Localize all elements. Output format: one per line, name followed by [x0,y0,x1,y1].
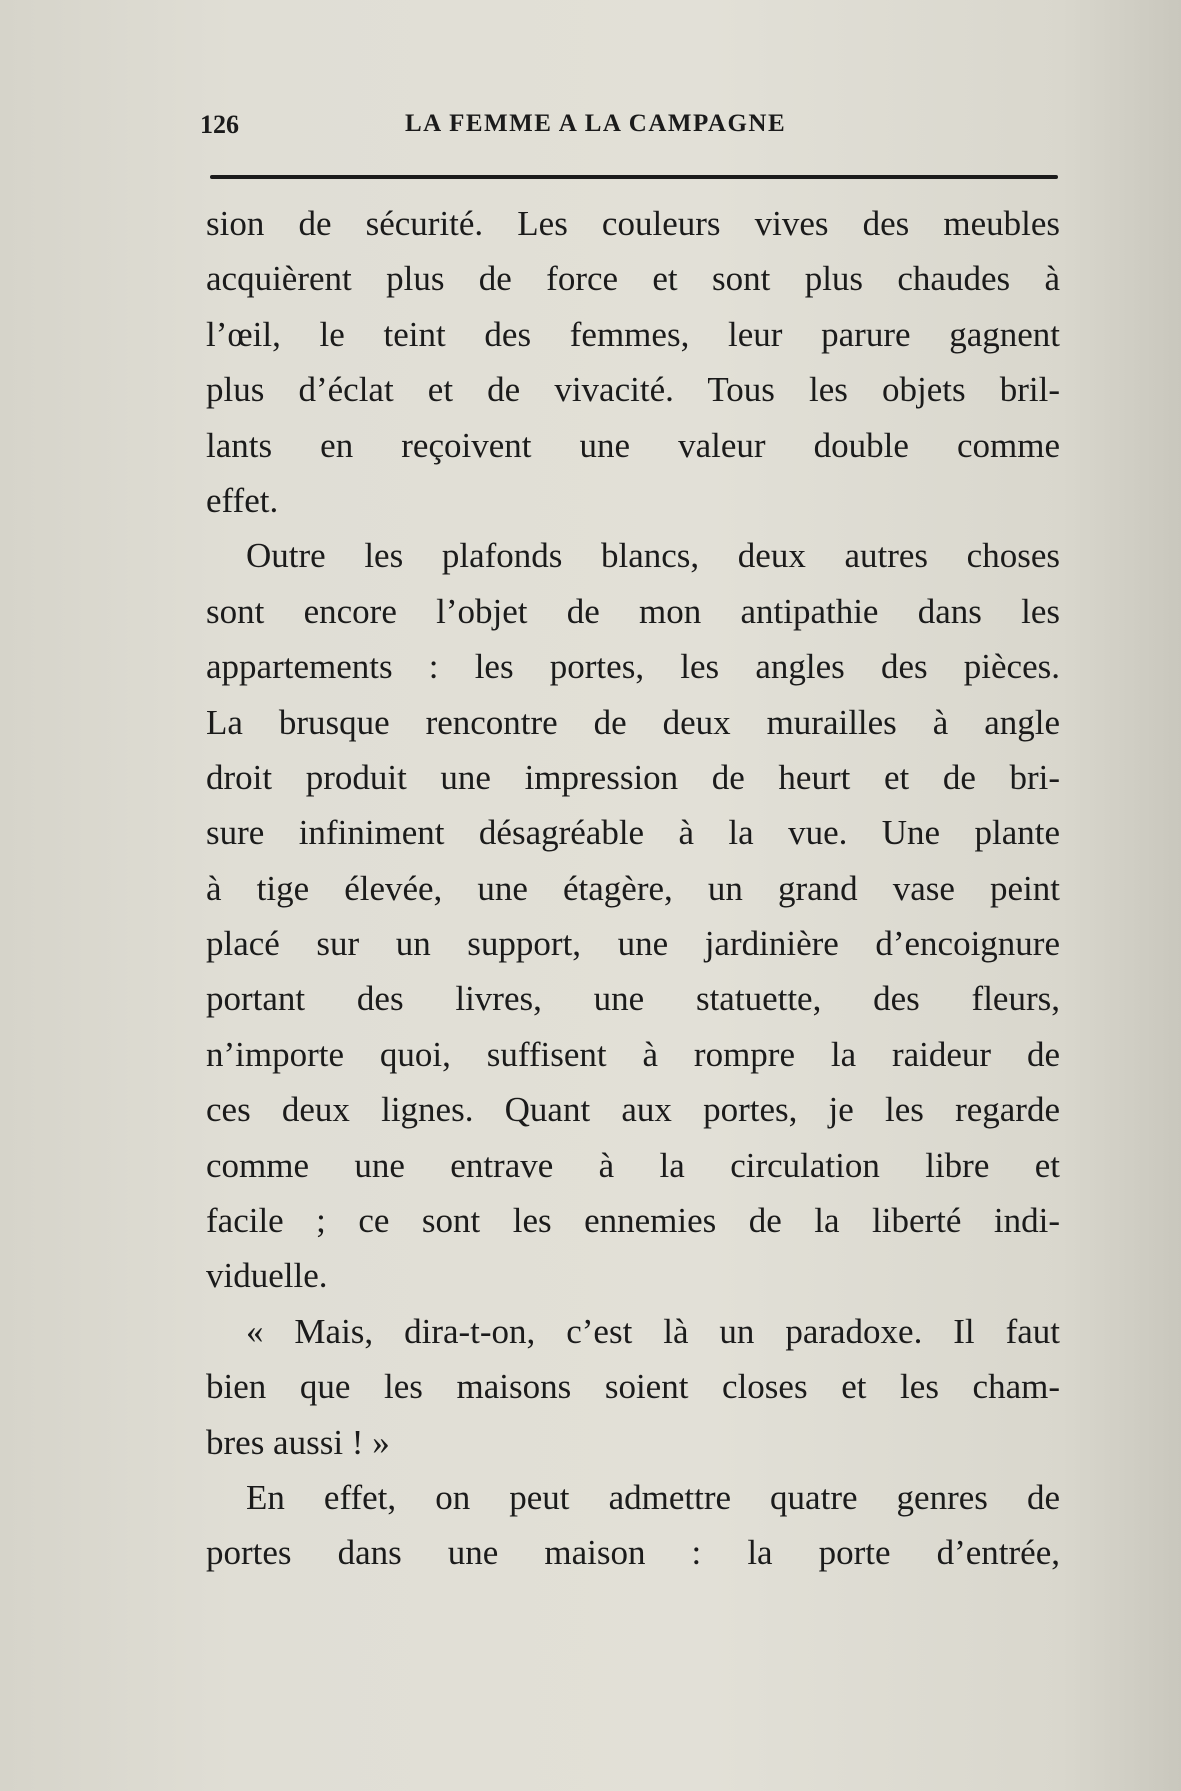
header-rule [210,175,1058,179]
page-body-text [206,196,1060,1581]
running-header [200,110,1060,150]
text-line: Outre les plafonds blancs, deux autres choses [246,536,1060,576]
text-line: facile ; ce sont les ennemies de la liberté indi- [206,1201,1060,1241]
text-line: sure infiniment désagréable à la vue. Une plante [206,813,1060,853]
text-line: placé sur un support, une jardinière d’encoignure [206,924,1060,964]
text-line: ces deux lignes. Quant aux portes, je les regarde [206,1090,1060,1130]
text-line: effet. [206,480,279,520]
text-line: « Mais, dira-t-on, c’est là un paradoxe. Il faut [246,1311,1060,1351]
text-line: portant des livres, une statuette, des fleurs, [206,979,1060,1019]
text-line: acquièrent plus de force et sont plus chaudes à [206,259,1060,299]
page-number: 126 [200,110,239,139]
text-line: La brusque rencontre de deux murailles à angle [206,702,1060,742]
text-line: comme une entrave à la circulation libre et [206,1145,1060,1185]
running-title: LA FEMME A LA CAMPAGNE [405,110,787,137]
text-line: n’importe quoi, suffisent à rompre la raideur de [206,1034,1060,1074]
text-line: portes dans une maison : la porte d’entrée, [206,1533,1060,1573]
text-line: En effet, on peut admettre quatre genres de [246,1477,1060,1517]
text-line: sont encore l’objet de mon antipathie dans les [206,591,1060,631]
text-line: sion de sécurité. Les couleurs vives des meubles [206,204,1060,243]
text-line: viduelle. [206,1256,328,1296]
text-line: lants en reçoivent une valeur double comme [206,425,1060,465]
text-line: bien que les maisons soient closes et les cham- [206,1367,1060,1407]
text-line: appartements : les portes, les angles des pièces. [206,647,1060,687]
text-line: plus d’éclat et de vivacité. Tous les objets bril- [206,370,1060,410]
text-line: l’œil, le teint des femmes, leur parure gagnent [206,314,1060,354]
text-line: droit produit une impression de heurt et de bri- [206,757,1060,797]
text-line: à tige élevée, une étagère, un grand vase peint [206,868,1060,908]
text-line: bres aussi ! » [206,1422,390,1462]
